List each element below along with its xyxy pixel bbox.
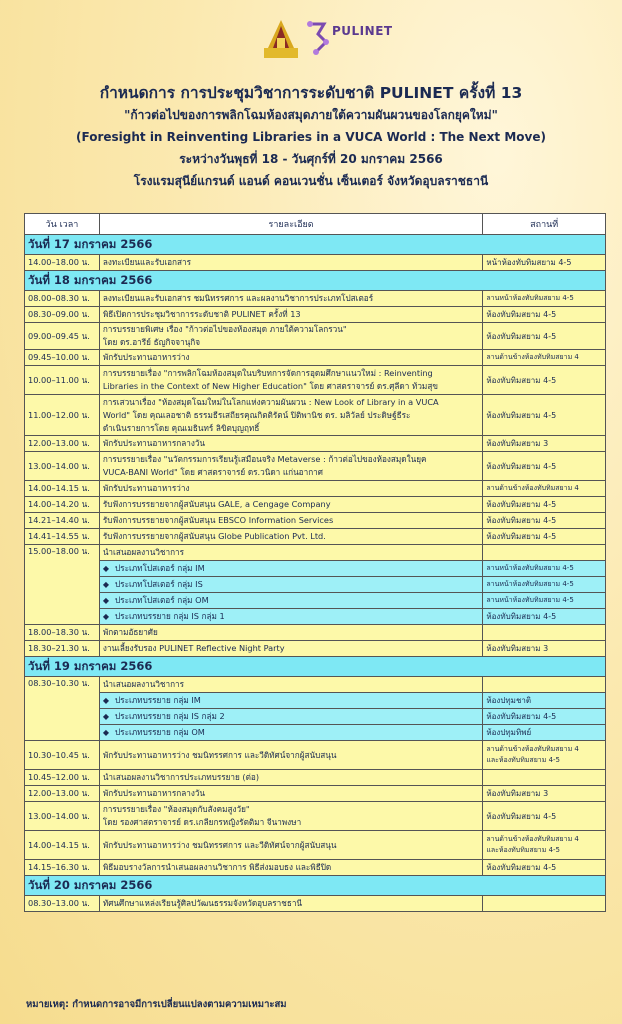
table-row: ◆ ประเภทบรรยาย กลุ่ม IM ห้องปทุมชาติ: [25, 693, 606, 709]
table-row: ◆ ประเภทบรรยาย กลุ่ม IS กลุ่ม 2 ห้องทับทิมสยาม 4-5: [25, 709, 606, 725]
table-row: ◆ ประเภทบรรยาย กลุ่ม OM ห้องปทุมทิพย์: [25, 725, 606, 741]
table-row: 10.00–11.00 น. การบรรยายเรื่อง "การพลิกโฉมห้องสมุดในบริบทการจัดการอุดมศึกษาแนวใหม่ : Reinventing Libraries in the Context of New Higher Education" โดย ศาสตราจารย์ ดร.ศุลีดา ท้วมสุข ห้องทับทิมสยาม 4-5: [25, 366, 606, 395]
table-row: 14.00–14.20 น. รับฟังการบรรยายจากผู้สนับสนุน GALE, a Cengage Company ห้องทับทิมสยาม 4-5: [25, 497, 606, 513]
schedule-table: [24, 213, 606, 912]
diamond-bullet-icon: ◆: [102, 580, 109, 589]
table-header-row: [25, 214, 606, 235]
table-row: 14.15–16.30 น. พิธีมอบรางวัลการนำเสนอผลงานวิชาการ พิธีส่งมอบธง และพิธีปิด ห้องทับทิมสยาม 4-5: [25, 860, 606, 876]
table-row: 08.00–08.30 น. ลงทะเบียนและรับเอกสาร ชมนิทรรศการ และผลงานวิชาการประเภทโปสเตอร์ ลานหน้าห้องทับทิมสยาม 4-5: [25, 291, 606, 307]
subtitle-english: (Foresight in Reinventing Libraries in a VUCA World : The Next Move): [76, 130, 546, 144]
table-row: 08.30–09.00 น. พิธีเปิดการประชุมวิชาการระดับชาติ PULINET ครั้งที่ 13 ห้องทับทิมสยาม 4-5: [25, 307, 606, 323]
table-row: 10.30–10.45 น. พักรับประทานอาหารว่าง ชมนิทรรศการ และวีดิทัศน์จากผู้สนับสนุน ลานด้านข้างห้องทับทิมสยาม 4 และห้องทับทิมสยาม 4-5: [25, 741, 606, 770]
diamond-bullet-icon: ◆: [102, 712, 109, 721]
header-detail: รายละเอียด: [99, 214, 483, 235]
table-row: 14.41–14.55 น. รับฟังการบรรยายจากผู้สนับสนุน Globe Publication Pvt. Ltd. ห้องทับทิมสยาม 4-5: [25, 529, 606, 545]
diamond-bullet-icon: ◆: [102, 564, 109, 573]
table-row: 18.30–21.30 น. งานเลี้ยงรับรอง PULINET Reflective Night Party ห้องทับทิมสยาม 3: [25, 641, 606, 657]
table-row: 09.45–10.00 น. พักรับประทานอาหารว่าง ลานด้านข้างห้องทับทิมสยาม 4: [25, 350, 606, 366]
table-row: 13.00–14.00 น. การบรรยายเรื่อง "นวัตกรรมการเรียนรู้เสมือนจริง Metaverse : ก้าวต่อไปของห้องสมุดในยุค VUCA-BANI World" โดย ศาสตราจารย์ ดร.วนิดา แก่นอากาศ ห้องทับทิมสยาม 4-5: [25, 452, 606, 481]
pulinet-logo-text: PULINET: [332, 24, 393, 38]
table-row: 14.00–14.15 น. พักรับประทานอาหารว่าง ชมนิทรรศการ และวีดิทัศน์จากผู้สนับสนุน ลานด้านข้างห้องทับทิมสยาม 4 และห้องทับทิมสยาม 4-5: [25, 831, 606, 860]
table-row: 08.30–10.30 น. นำเสนอผลงานวิชาการ: [25, 677, 606, 693]
table-row: 09.00–09.45 น. การบรรยายพิเศษ เรื่อง "ก้าวต่อไปของห้องสมุด ภายใต้ความโลกรวน" โดย ดร.อารีย์ ธัญกิจจานุกิจ ห้องทับทิมสยาม 4-5: [25, 323, 606, 350]
page-header: [0, 82, 622, 192]
header-location: สถานที่: [483, 214, 606, 235]
pulinet-logo: [306, 18, 396, 60]
table-row: 14.21–14.40 น. รับฟังการบรรยายจากผู้สนับสนุน EBSCO Information Services ห้องทับทิมสยาม 4-5: [25, 513, 606, 529]
university-logo-icon: [262, 18, 300, 60]
event-venue: โรงแรมสุนีย์แกรนด์ แอนด์ คอนเวนชั่น เซ็นเตอร์ จังหวัดอุบลราชธานี: [133, 174, 489, 188]
diamond-bullet-icon: ◆: [102, 696, 109, 705]
table-row: ◆ ประเภทโปสเตอร์ กลุ่ม IM ลานหน้าห้องทับทิมสยาม 4-5: [25, 561, 606, 577]
day-row: วันที่ 17 มกราคม 2566: [25, 235, 606, 255]
footnote: หมายเหตุ: กำหนดการอาจมีการเปลี่ยนแปลงตามความเหมาะสม: [26, 999, 287, 1010]
table-row: ◆ ประเภทโปสเตอร์ กลุ่ม OM ลานหน้าห้องทับทิมสยาม 4-5: [25, 593, 606, 609]
table-row: 18.00–18.30 น. พักตามอัธยาศัย: [25, 625, 606, 641]
day-row: วันที่ 18 มกราคม 2566: [25, 271, 606, 291]
table-row: 14.00–14.15 น. พักรับประทานอาหารว่าง ลานด้านข้างห้องทับทิมสยาม 4: [25, 481, 606, 497]
page-title: กำหนดการ การประชุมวิชาการระดับชาติ PULINET ครั้งที่ 13: [99, 84, 523, 102]
table-row: 12.00–13.00 น. พักรับประทานอาหารกลางวัน ห้องทับทิมสยาม 3: [25, 436, 606, 452]
header-time: วัน เวลา: [25, 214, 100, 235]
diamond-bullet-icon: ◆: [102, 612, 109, 621]
pulinet-mark-icon: [306, 20, 330, 56]
day-row: วันที่ 20 มกราคม 2566: [25, 876, 606, 896]
day-row: วันที่ 19 มกราคม 2566: [25, 657, 606, 677]
event-dates: ระหว่างวันพุธที่ 18 - วันศุกร์ที่ 20 มกราคม 2566: [179, 152, 443, 166]
table-row: 14.00–18.00 น. ลงทะเบียนและรับเอกสาร หน้าห้องทับทิมสยาม 4-5: [25, 255, 606, 271]
table-row: 11.00–12.00 น. การเสวนาเรื่อง "ห้องสมุดโฉมใหม่ในโลกแห่งความผันผวน : New Look of Library in a VUCA World" โดย คุณเลอชาติ ธรรมธีรเสถียรคุณกิตติรัตน์ ปิติพานิช ดร. มลิวัลย์ ประดิษฐ์ธีระ ดำเนินรายการโดย คุณเมธินทร์ ลิขิตบุญฤทธิ์ ห้องทับทิมสยาม 4-5: [25, 395, 606, 436]
table-row: 12.00–13.00 น. พักรับประทานอาหารกลางวัน ห้องทับทิมสยาม 3: [25, 786, 606, 802]
diamond-bullet-icon: ◆: [102, 728, 109, 737]
diamond-bullet-icon: ◆: [102, 596, 109, 605]
subtitle-thai: "ก้าวต่อไปของการพลิกโฉมห้องสมุดภายใต้ความผันผวนของโลกยุคใหม่": [124, 108, 498, 122]
table-row: ◆ ประเภทบรรยาย กลุ่ม IS กลุ่ม 1 ห้องทับทิมสยาม 4-5: [25, 609, 606, 625]
table-row: 08.30–13.00 น. ทัศนศึกษาแหล่งเรียนรู้ศิลปวัฒนธรรมจังหวัดอุบลราชธานี: [25, 896, 606, 912]
table-row: 10.45–12.00 น. นำเสนอผลงานวิชาการประเภทบรรยาย (ต่อ): [25, 770, 606, 786]
table-row: 13.00–14.00 น. การบรรยายเรื่อง "ห้องสมุดกับสังคมสูงวัย" โดย รองศาสตราจารย์ ดร.เกลียกรหญิงรัตติมา จีนาพงษา ห้องทับทิมสยาม 4-5: [25, 802, 606, 831]
logo-bar: [0, 14, 622, 64]
table-row: 15.00–18.00 น. นำเสนอผลงานวิชาการ: [25, 545, 606, 561]
table-row: ◆ ประเภทโปสเตอร์ กลุ่ม IS ลานหน้าห้องทับทิมสยาม 4-5: [25, 577, 606, 593]
